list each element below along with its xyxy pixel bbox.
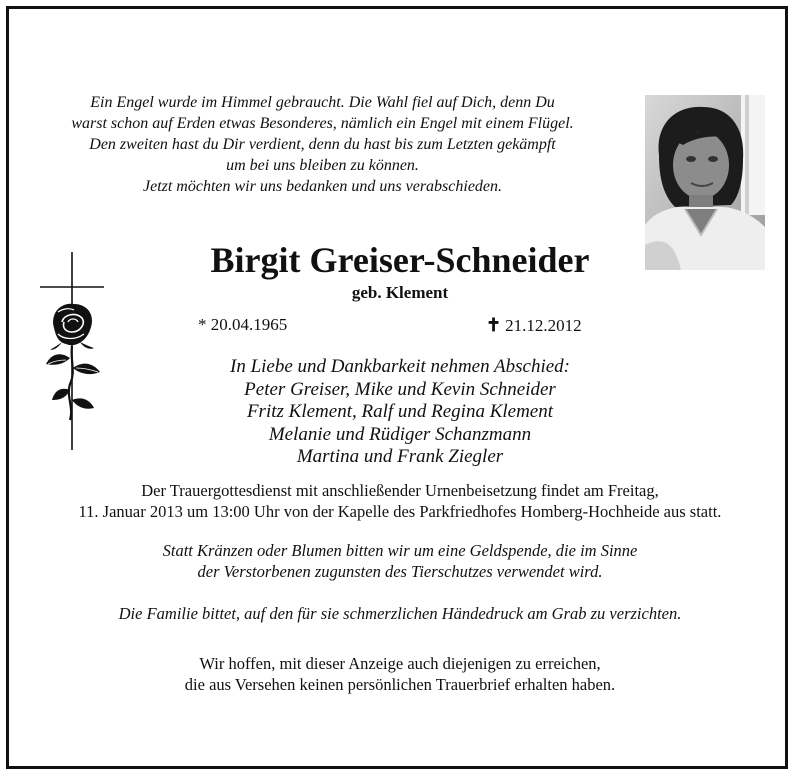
death-cross-icon: ✝ <box>486 315 502 335</box>
death-date-value: 21.12.2012 <box>505 316 582 335</box>
maiden-name: geb. Klement <box>351 283 449 302</box>
mourner-line: Fritz Klement, Ralf und Regina Klement <box>246 401 554 422</box>
donation-line: der Verstorbenen zugunsten des Tierschutzes verwendet wird. <box>197 562 603 581</box>
portrait-photo <box>645 95 765 270</box>
mourner-line: Melanie und Rüdiger Schanzmann <box>268 423 532 445</box>
family-note: Die Familie bittet, auf den für sie schmerzlichen Händedruck am Grab zu verzichten. <box>118 604 682 623</box>
poem-line: Den zweiten hast du Dir verdient, denn du hast bis zum Letzten gekämpft <box>89 136 556 153</box>
birth-date <box>198 315 287 335</box>
birth-symbol: * <box>198 315 207 334</box>
mourner-line: Martina und Frank Ziegler <box>296 446 504 467</box>
service-line: Der Trauergottesdienst mit anschließender Urnenbeisetzung findet am Freitag, <box>141 481 659 500</box>
cross-with-rose-icon <box>36 250 108 452</box>
service-line: 11. Januar 2013 um 13:00 Uhr von der Kapelle des Parkfriedhofes Homberg-Hochheide aus statt. <box>78 502 722 521</box>
funeral-service-notice <box>10 480 790 522</box>
poem-line: um bei uns bleiben zu können. <box>226 157 419 174</box>
poem-line: warst schon auf Erden etwas Besonderes, nämlich ein Engel mit einem Flügel. <box>71 115 574 132</box>
deceased-name: Birgit Greiser-Schneider <box>210 240 590 280</box>
donation-request <box>20 540 780 582</box>
portrait-photo-image <box>645 95 765 270</box>
closing-line: Wir hoffen, mit dieser Anzeige auch diejenigen zu erreichen, <box>199 654 601 673</box>
poem-line: Ein Engel wurde im Himmel gebraucht. Die Wahl fiel auf Dich, denn Du <box>90 94 555 111</box>
death-date <box>486 315 582 336</box>
birth-date-value: 20.04.1965 <box>210 315 288 334</box>
mourners <box>150 356 650 469</box>
closing-note <box>20 653 780 695</box>
poem <box>20 92 625 197</box>
mourner-line: Peter Greiser, Mike und Kevin Schneider <box>244 378 556 400</box>
donation-line: Statt Kränzen oder Blumen bitten wir um eine Geldspende, die im Sinne <box>162 541 638 560</box>
mourners-intro: In Liebe und Dankbarkeit nehmen Abschied: <box>230 356 570 377</box>
poem-line: Jetzt möchten wir uns bedanken und uns verabschieden. <box>142 178 503 195</box>
closing-line: die aus Versehen keinen persönlichen Trauerbrief erhalten haben. <box>184 675 616 694</box>
